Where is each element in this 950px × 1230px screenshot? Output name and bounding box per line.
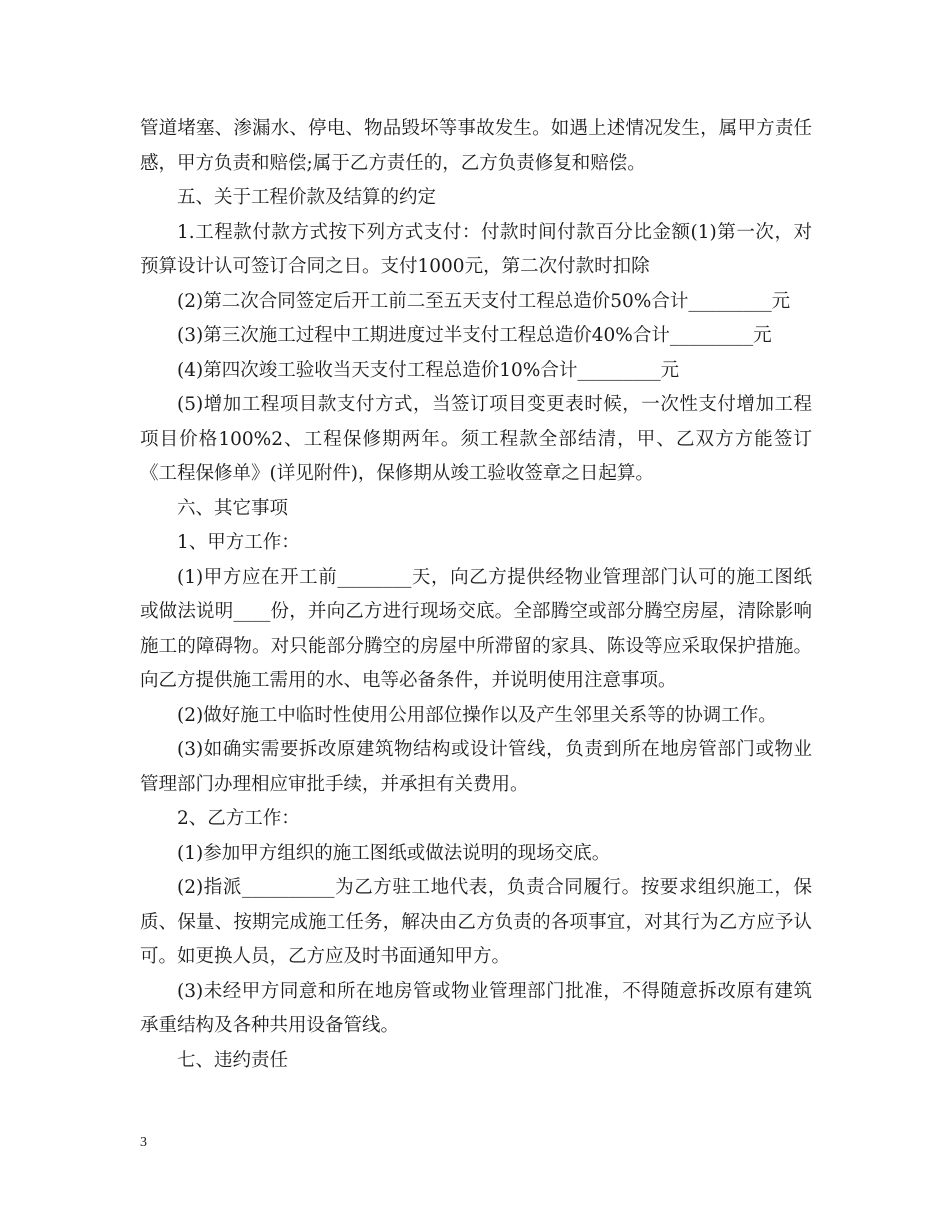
subheading-party-a-work: 1、甲方工作： (177, 532, 300, 553)
paragraph-payment-fourth: (4)第四次竣工验收当天支付工程总造价10%合计_________元 (177, 359, 680, 381)
section-heading-breach-liability: 七、违约责任 (177, 1049, 289, 1071)
section-heading-payment: 五、关于工程价款及结算的约定 (177, 187, 437, 208)
paragraph-party-a-item-3: (3)如确实需要拆改原建筑物结构或设计管线，负责到所在地房管部门或物业管理部门办理相应审批手续，并承担有关费用。 (140, 739, 812, 795)
paragraph-party-a-item-2: (2)做好施工中临时性使用公用部位操作以及产生邻里关系等的协调工作。 (177, 704, 777, 726)
document-body (140, 112, 812, 1078)
section-heading-other-matters: 六、其它事项 (177, 497, 289, 519)
paragraph-party-a-item-1: (1)甲方应在开工前________天，向乙方提供经物业管理部门认可的施工图纸或做法说明____份，并向乙方进行现场交底。全部腾空或部分腾空房屋，清除影响施工的障碍物。对只能部分腾空的房屋中所滞留的家具、陈设等应采取保护措施。向乙方提供施工需用的水、电等必备条件，并说明使用注意事项。 (140, 566, 812, 691)
paragraph-party-b-item-1: (1)参加甲方组织的施工图纸或做法说明的现场交底。 (177, 842, 611, 864)
subheading-party-b-work: 2、乙方工作： (177, 808, 300, 829)
paragraph-accident-liability: 管道堵塞、渗漏水、停电、物品毁坏等事故发生。如遇上述情况发生，属甲方责任感，甲方负责和赔偿;属于乙方责任的，乙方负责修复和赔偿。 (140, 118, 812, 174)
paragraph-payment-second: (2)第二次合同签定后开工前二至五天支付工程总造价50%合计_________元 (177, 290, 791, 312)
paragraph-payment-additional: (5)增加工程项目款支付方式，当签订项目变更表时候，一次性支付增加工程项目价格100%2、工程保修期两年。须工程款全部结清，甲、乙双方方能签订《工程保修单》(详见附件)，保修期从竣工验收签章之日起算。 (140, 394, 812, 484)
paragraph-party-b-item-3: (3)未经甲方同意和所在地房管或物业管理部门批准，不得随意拆改原有建筑承重结构及各种共用设备管线。 (140, 980, 812, 1036)
paragraph-party-b-item-2: (2)指派__________为乙方驻工地代表，负责合同履行。按要求组织施工，保质、保量、按期完成施工任务，解决由乙方负责的各项事宜，对其行为乙方应予认可。如更换人员，乙方应及时书面通知甲方。 (140, 877, 812, 967)
paragraph-payment-method: 1.工程款付款方式按下列方式支付：付款时间付款百分比金额(1)第一次，对预算设计认可签订合同之日。支付1000元，第二次付款时扣除 (140, 221, 812, 277)
paragraph-payment-third: (3)第三次施工过程中工期进度过半支付工程总造价40%合计_________元 (177, 325, 772, 346)
page-number: 3 (140, 1135, 147, 1150)
